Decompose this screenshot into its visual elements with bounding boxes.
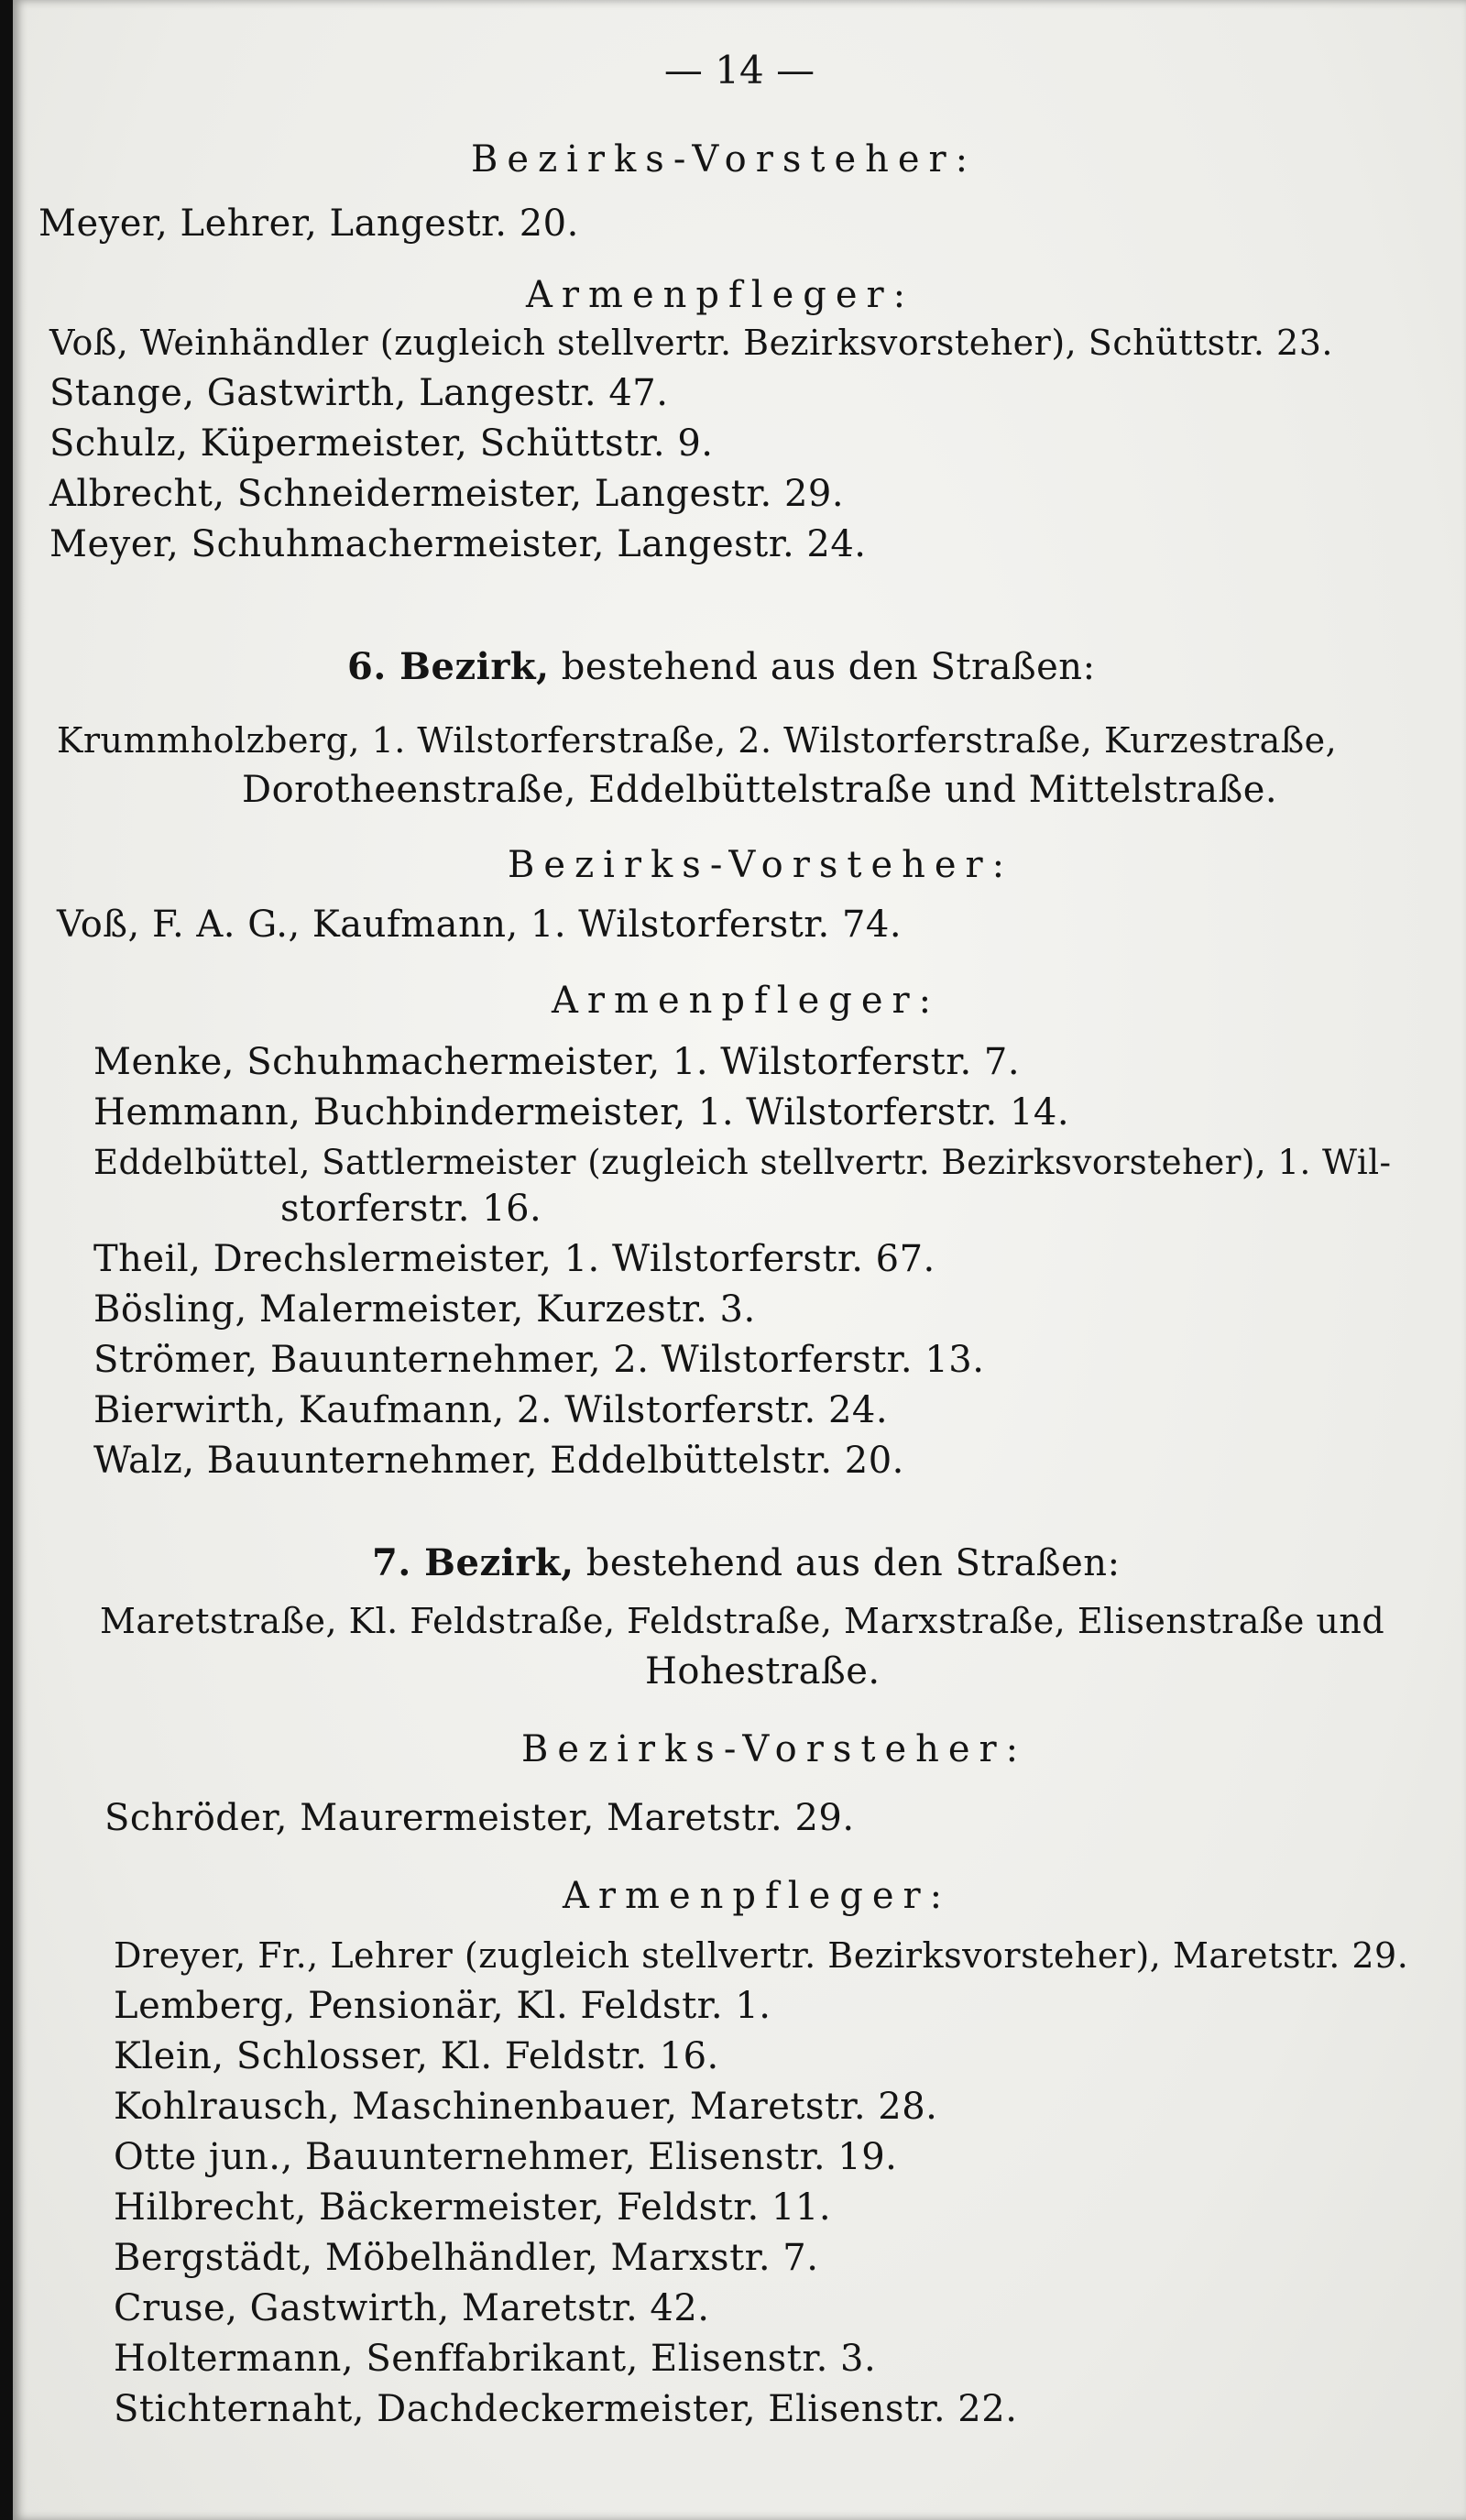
- s7-streets-line1: Maretstraße, Kl. Feldstraße, Feldstraße, Marxstraße, Elisenstraße und: [100, 1601, 1385, 1641]
- s5-armenpfleger-entry: Albrecht, Schneidermeister, Langestr. 29.: [49, 473, 845, 515]
- s7-armenpfleger-entry: Stichternaht, Dachdeckermeister, Elisenstr. 22.: [114, 2388, 1018, 2430]
- s7-armenpfleger-entry: Hilbrecht, Bäckermeister, Feldstr. 11.: [114, 2186, 832, 2229]
- s7-armenpfleger-entry: Bergstädt, Möbelhändler, Marxstr. 7.: [114, 2237, 819, 2279]
- s6-armenpfleger-entry: Eddelbüttel, Sattlermeister (zugleich stellvertr. Bezirksvorsteher), 1. Wil-: [93, 1143, 1392, 1182]
- s6-armenpfleger-entry: Menke, Schuhmachermeister, 1. Wilstorferstr. 7.: [93, 1041, 1021, 1083]
- s5-armenpfleger-heading: Armenpfleger:: [526, 274, 915, 316]
- document-page: [13, 0, 1466, 2520]
- s5-vorsteher-entry: Meyer, Lehrer, Langestr. 20.: [38, 203, 579, 245]
- s6-armenpfleger-entry: Strömer, Bauunternehmer, 2. Wilstorferstr. 13.: [93, 1339, 985, 1381]
- s7-vorsteher-entry: Schröder, Maurermeister, Maretstr. 29.: [104, 1797, 855, 1839]
- s7-streets-line2: Hohestraße.: [645, 1650, 881, 1693]
- s5-vorsteher-heading: Bezirks-Vorsteher:: [471, 138, 978, 181]
- page-number: — 14 —: [663, 48, 815, 93]
- s7-armenpfleger-entry: Klein, Schlosser, Kl. Feldstr. 16.: [114, 2035, 719, 2077]
- s6-streets-line1: Krummholzberg, 1. Wilstorferstraße, 2. Wilstorferstraße, Kurzestraße,: [57, 720, 1338, 761]
- s7-armenpfleger-heading: Armenpfleger:: [563, 1875, 952, 1917]
- s5-armenpfleger-entry: Meyer, Schuhmachermeister, Langestr. 24.: [49, 523, 867, 565]
- s7-armenpfleger-entry: Dreyer, Fr., Lehrer (zugleich stellvertr. Bezirksvorsteher), Maretstr. 29.: [114, 1935, 1409, 1976]
- s7-title-bold: 7. Bezirk,: [372, 1541, 574, 1584]
- s7-armenpfleger-entry: Otte jun., Bauunternehmer, Elisenstr. 19.: [114, 2136, 898, 2178]
- s6-streets-line2: Dorotheenstraße, Eddelbüttelstraße und Mittelstraße.: [242, 769, 1278, 811]
- s6-armenpfleger-entry: Walz, Bauunternehmer, Eddelbüttelstr. 20.: [93, 1440, 904, 1482]
- s5-armenpfleger-entry: Stange, Gastwirth, Langestr. 47.: [49, 372, 669, 414]
- s6-vorsteher-heading: Bezirks-Vorsteher:: [508, 844, 1014, 886]
- s6-armenpfleger-entry: Bierwirth, Kaufmann, 2. Wilstorferstr. 24.: [93, 1389, 889, 1431]
- s7-title-rest: bestehend aus den Straßen:: [574, 1542, 1121, 1584]
- s6-vorsteher-entry: Voß, F. A. G., Kaufmann, 1. Wilstorferstr. 74.: [57, 904, 903, 946]
- s5-armenpfleger-entry: Voß, Weinhändler (zugleich stellvertr. Bezirksvorsteher), Schüttstr. 23.: [49, 323, 1333, 363]
- s7-armenpfleger-entry: Cruse, Gastwirth, Maretstr. 42.: [114, 2287, 710, 2329]
- s6-armenpfleger-heading: Armenpfleger:: [552, 980, 941, 1022]
- s6-armenpfleger-entry: Hemmann, Buchbindermeister, 1. Wilstorferstr. 14.: [93, 1091, 1070, 1134]
- s6-armenpfleger-entry-continued: storferstr. 16.: [280, 1188, 542, 1230]
- s6-title-rest: bestehend aus den Straßen:: [549, 646, 1096, 688]
- s7-armenpfleger-entry: Lemberg, Pensionär, Kl. Feldstr. 1.: [114, 1985, 771, 2027]
- s7-title: [372, 1541, 1121, 1585]
- s7-armenpfleger-entry: Kohlrausch, Maschinenbauer, Maretstr. 28.: [114, 2086, 938, 2128]
- s6-title: [347, 645, 1096, 689]
- s6-armenpfleger-entry: Theil, Drechslermeister, 1. Wilstorferstr. 67.: [93, 1238, 935, 1280]
- s5-armenpfleger-entry: Schulz, Küpermeister, Schüttstr. 9.: [49, 422, 714, 465]
- s6-title-bold: 6. Bezirk,: [347, 645, 550, 688]
- s7-armenpfleger-entry: Holtermann, Senffabrikant, Elisenstr. 3.: [114, 2338, 877, 2380]
- s7-vorsteher-heading: Bezirks-Vorsteher:: [521, 1728, 1028, 1770]
- s6-armenpfleger-entry: Bösling, Malermeister, Kurzestr. 3.: [93, 1288, 756, 1331]
